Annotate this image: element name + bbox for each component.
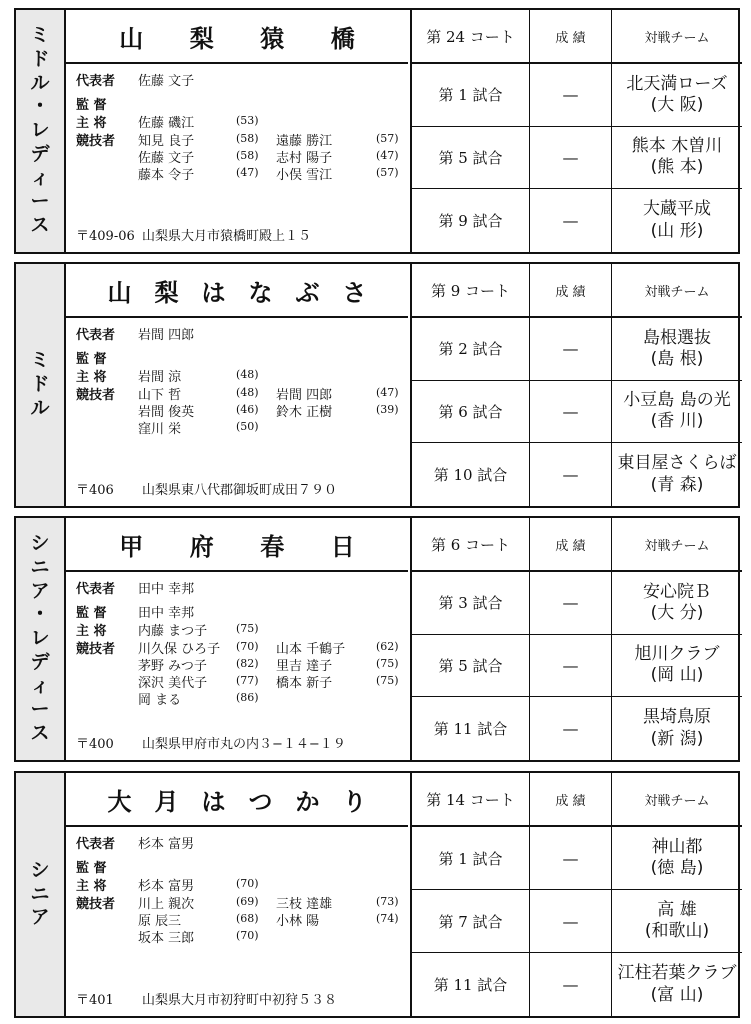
player-age: (57) xyxy=(376,132,399,145)
match-row xyxy=(412,890,742,953)
team-info-panel xyxy=(66,264,408,506)
team-name-char: 梨 xyxy=(154,277,179,307)
player-age: (75) xyxy=(376,657,399,670)
match-row xyxy=(412,318,742,381)
team-name-char: 大 xyxy=(107,786,132,816)
postal-code: 〒400 xyxy=(76,737,114,752)
players-label: 競技者 xyxy=(76,642,116,657)
address-text: 山梨県大月市猿橋町殿上１５ xyxy=(142,229,312,244)
players-label: 競技者 xyxy=(76,388,116,403)
player-name: 三枝 達雄 xyxy=(276,897,333,912)
opponent xyxy=(612,697,742,760)
opponent-header: 対戦チーム xyxy=(644,538,710,554)
court-number: 第 24 コート xyxy=(412,10,530,62)
player-name: 原 辰三 xyxy=(138,914,182,929)
division-char: ミ xyxy=(30,349,50,372)
player-name: 鈴木 正樹 xyxy=(276,405,333,420)
player-age: (58) xyxy=(236,132,259,145)
captain-label: 主 将 xyxy=(76,624,107,639)
match-row xyxy=(412,127,742,190)
division-label xyxy=(16,518,66,760)
address xyxy=(76,479,337,498)
team-name-char: 橋 xyxy=(330,23,355,53)
opponent-team: 安心院Ｂ xyxy=(643,581,711,602)
team-name-char: 甲 xyxy=(119,531,144,561)
player-age: (82) xyxy=(236,657,259,670)
player-name: 藤本 令子 xyxy=(138,168,195,183)
player-name: 岡 まる xyxy=(138,693,182,708)
team-name-char: 月 xyxy=(154,786,179,816)
opponent-prefecture: (徳 島) xyxy=(650,858,704,878)
opponent-team: 小豆島 島の光 xyxy=(623,390,731,411)
opponent xyxy=(612,64,742,126)
player-age: (39) xyxy=(376,403,399,416)
team-entry-block xyxy=(14,8,740,254)
division-char: シ xyxy=(30,858,50,881)
opponent-prefecture: (大 分) xyxy=(650,602,704,623)
schedule-panel xyxy=(410,264,742,506)
player-age: (47) xyxy=(376,386,399,399)
players-label: 競技者 xyxy=(76,897,116,912)
result-header: 成 績 xyxy=(530,773,612,825)
player-name: 志村 陽子 xyxy=(276,151,333,166)
team-entry-block xyxy=(14,516,740,762)
division-char: ィ xyxy=(30,166,50,189)
player-age: (47) xyxy=(376,149,399,162)
player-age: (70) xyxy=(236,640,259,653)
coach-label: 監 督 xyxy=(76,606,107,621)
division-char: ・ xyxy=(30,95,50,118)
result-header: 成 績 xyxy=(530,518,612,570)
player-name: 茅野 みつ子 xyxy=(138,659,207,674)
player-name: 山本 千鶴子 xyxy=(276,642,346,657)
division-char: デ xyxy=(30,142,50,165)
division-char: ル xyxy=(30,396,50,419)
representative-label: 代表者 xyxy=(76,328,116,343)
division-char: ス xyxy=(30,722,50,745)
team-name-char: り xyxy=(342,786,367,816)
opponent xyxy=(612,189,742,252)
team-name xyxy=(66,10,408,64)
match-number: 第 10 試合 xyxy=(412,443,530,506)
player-age: (70) xyxy=(236,929,259,942)
match-number: 第 11 試合 xyxy=(412,953,530,1016)
division-char: ア xyxy=(30,906,50,929)
team-name-char: か xyxy=(295,786,320,816)
address xyxy=(76,733,346,752)
player-age: (75) xyxy=(376,674,399,687)
opponent-prefecture: (富 山) xyxy=(650,984,704,1005)
team-name xyxy=(66,264,408,318)
match-number: 第 1 試合 xyxy=(412,64,530,126)
match-result: — xyxy=(530,827,612,889)
match-result: — xyxy=(530,64,612,126)
captain-age: (48) xyxy=(236,368,259,381)
schedule-panel xyxy=(410,10,742,252)
address xyxy=(76,225,311,244)
opponent-header: 対戦チーム xyxy=(644,793,710,809)
division-char: ィ xyxy=(30,674,50,697)
captain-label: 主 将 xyxy=(76,879,107,894)
opponent-prefecture: (和歌山) xyxy=(644,921,710,941)
opponent-prefecture: (熊 本) xyxy=(650,157,704,178)
captain-label: 主 将 xyxy=(76,116,107,131)
match-row xyxy=(412,953,742,1016)
match-row xyxy=(412,827,742,890)
team-name-char: 春 xyxy=(260,531,285,561)
opponent-header: 対戦チーム xyxy=(644,30,710,46)
team-info-panel xyxy=(66,10,408,252)
match-result: — xyxy=(530,572,612,634)
team-name-char: 山 xyxy=(119,23,144,53)
schedule-header xyxy=(412,518,742,572)
player-age: (86) xyxy=(236,691,259,704)
opponent-prefecture: (青 森) xyxy=(650,474,704,495)
opponent xyxy=(612,572,742,634)
player-age: (50) xyxy=(236,420,259,433)
player-age: (57) xyxy=(376,166,399,179)
match-result: — xyxy=(530,381,612,443)
player-name: 深沢 美代子 xyxy=(138,676,208,691)
opponent xyxy=(612,635,742,697)
match-result: — xyxy=(530,189,612,252)
match-row xyxy=(412,635,742,698)
opponent-prefecture: (島 根) xyxy=(650,348,704,369)
team-name-char: 山 xyxy=(107,277,132,307)
team-name xyxy=(66,518,408,572)
opponent-team: 大蔵平成 xyxy=(643,199,711,220)
schedule-header xyxy=(412,10,742,64)
match-row xyxy=(412,697,742,760)
player-name: 川久保 ひろ子 xyxy=(138,642,221,657)
player-name: 小俣 雪江 xyxy=(276,168,333,183)
player-age: (58) xyxy=(236,149,259,162)
match-number: 第 6 試合 xyxy=(412,381,530,443)
match-result: — xyxy=(530,127,612,189)
division-char: デ xyxy=(30,650,50,673)
opponent xyxy=(612,890,742,952)
match-result: — xyxy=(530,697,612,760)
player-name: 遠藤 勝江 xyxy=(276,134,333,149)
player-name: 里吉 達子 xyxy=(276,659,333,674)
opponent xyxy=(612,127,742,189)
team-info-panel xyxy=(66,518,408,760)
representative-label: 代表者 xyxy=(76,74,116,89)
division-label xyxy=(16,10,66,252)
division-char: レ xyxy=(30,119,50,142)
player-name: 小林 陽 xyxy=(276,914,320,929)
player-age: (69) xyxy=(236,895,259,908)
representative-name: 杉本 富男 xyxy=(138,837,195,852)
coach-label: 監 督 xyxy=(76,98,107,113)
team-entry-block xyxy=(14,262,740,508)
player-age: (47) xyxy=(236,166,259,179)
opponent-prefecture: (岡 山) xyxy=(650,665,704,686)
player-name: 橋本 新子 xyxy=(276,676,333,691)
representative-label: 代表者 xyxy=(76,582,116,597)
court-number: 第 14 コート xyxy=(412,773,530,825)
division-char: ア xyxy=(30,579,50,602)
court-number: 第 6 コート xyxy=(412,518,530,570)
division-char: ス xyxy=(30,214,50,237)
match-result: — xyxy=(530,318,612,380)
match-number: 第 5 試合 xyxy=(412,127,530,189)
team-info-panel xyxy=(66,773,408,1016)
opponent xyxy=(612,953,742,1016)
opponent-team: 熊本 木曽川 xyxy=(631,136,723,157)
team-name-char: ぶ xyxy=(295,277,320,307)
coach-name: 田中 幸邦 xyxy=(138,606,195,621)
representative-label: 代表者 xyxy=(76,837,116,852)
match-number: 第 1 試合 xyxy=(412,827,530,889)
opponent xyxy=(612,318,742,380)
division-char: シ xyxy=(30,532,50,555)
captain-name: 杉本 富男 xyxy=(138,879,195,894)
match-number: 第 2 試合 xyxy=(412,318,530,380)
team-name-char: な xyxy=(248,277,273,307)
player-age: (77) xyxy=(236,674,259,687)
player-name: 岩間 四郎 xyxy=(276,388,333,403)
division-char: ー xyxy=(30,698,50,721)
representative-name: 田中 幸邦 xyxy=(138,582,195,597)
player-name: 佐藤 文子 xyxy=(138,151,195,166)
match-result: — xyxy=(530,443,612,506)
opponent-prefecture: (山 形) xyxy=(650,220,704,241)
opponent xyxy=(612,827,742,889)
match-row xyxy=(412,381,742,444)
captain-name: 内藤 まつ子 xyxy=(138,624,208,639)
division-char: ル xyxy=(30,71,50,94)
opponent-team: 高 雄 xyxy=(657,899,697,920)
team-name-char: さ xyxy=(342,277,367,307)
coach-label: 監 督 xyxy=(76,861,107,876)
match-result: — xyxy=(530,635,612,697)
opponent-prefecture: (新 潟) xyxy=(650,728,704,749)
opponent-header: 対戦チーム xyxy=(644,284,710,300)
division-char: ・ xyxy=(30,603,50,626)
player-age: (68) xyxy=(236,912,259,925)
captain-name: 佐藤 磯江 xyxy=(138,116,195,131)
captain-name: 岩間 涼 xyxy=(138,370,182,385)
postal-code: 〒409-06 xyxy=(76,229,135,244)
opponent-team: 神山都 xyxy=(651,836,703,857)
team-name-char: 日 xyxy=(330,531,355,561)
team-name xyxy=(66,773,408,827)
player-age: (62) xyxy=(376,640,399,653)
schedule-panel xyxy=(410,518,742,760)
match-result: — xyxy=(530,890,612,952)
opponent-team: 東目屋さくらば xyxy=(617,453,737,474)
player-age: (48) xyxy=(236,386,259,399)
postal-code: 〒401 xyxy=(76,993,114,1008)
division-char: ド xyxy=(30,47,50,70)
opponent-prefecture: (香 川) xyxy=(650,411,704,432)
captain-age: (75) xyxy=(236,622,259,635)
court-number: 第 9 コート xyxy=(412,264,530,316)
division-char: ミ xyxy=(30,24,50,47)
team-name-char: は xyxy=(201,786,226,816)
opponent xyxy=(612,443,742,506)
player-age: (46) xyxy=(236,403,259,416)
captain-label: 主 将 xyxy=(76,370,107,385)
team-name-char: 梨 xyxy=(189,23,214,53)
address-text: 山梨県甲府市丸の内３−１４−１９ xyxy=(142,737,346,752)
player-name: 知見 良子 xyxy=(138,134,195,149)
player-age: (73) xyxy=(376,895,399,908)
result-header: 成 績 xyxy=(530,264,612,316)
players-label: 競技者 xyxy=(76,134,116,149)
opponent-team: 黒埼鳥原 xyxy=(643,707,711,728)
match-number: 第 7 試合 xyxy=(412,890,530,952)
address-text: 山梨県東八代郡御坂町成田７９０ xyxy=(142,483,338,498)
match-number: 第 9 試合 xyxy=(412,189,530,252)
division-char: ニ xyxy=(30,882,50,905)
match-row xyxy=(412,64,742,127)
division-char: ー xyxy=(30,190,50,213)
result-header: 成 績 xyxy=(530,10,612,62)
match-row xyxy=(412,443,742,506)
match-number: 第 11 試合 xyxy=(412,697,530,760)
player-name: 岩間 俊英 xyxy=(138,405,195,420)
division-char: ド xyxy=(30,373,50,396)
captain-age: (53) xyxy=(236,114,259,127)
opponent-team: 江柱若葉クラブ xyxy=(617,963,737,984)
division-label xyxy=(16,264,66,506)
schedule-header xyxy=(412,264,742,318)
player-name: 坂本 三郎 xyxy=(138,931,195,946)
team-entry-block xyxy=(14,771,740,1018)
opponent-team: 旭川クラブ xyxy=(634,644,720,665)
team-name-char: 猿 xyxy=(260,23,285,53)
team-name-char: つ xyxy=(248,786,273,816)
match-number: 第 5 試合 xyxy=(412,635,530,697)
player-age: (74) xyxy=(376,912,399,925)
division-char: ニ xyxy=(30,555,50,578)
match-row xyxy=(412,189,742,252)
captain-age: (70) xyxy=(236,877,259,890)
schedule-panel xyxy=(410,773,742,1016)
representative-name: 岩間 四郎 xyxy=(138,328,195,343)
match-number: 第 3 試合 xyxy=(412,572,530,634)
player-name: 窪川 栄 xyxy=(138,422,182,437)
match-result: — xyxy=(530,953,612,1016)
representative-name: 佐藤 文子 xyxy=(138,74,195,89)
division-char: レ xyxy=(30,627,50,650)
division-label xyxy=(16,773,66,1016)
postal-code: 〒406 xyxy=(76,483,114,498)
schedule-header xyxy=(412,773,742,827)
coach-label: 監 督 xyxy=(76,352,107,367)
opponent xyxy=(612,381,742,443)
opponent-team: 島根選抜 xyxy=(643,327,711,348)
match-row xyxy=(412,572,742,635)
address xyxy=(76,989,337,1008)
opponent-team: 北天満ローズ xyxy=(626,73,728,94)
player-name: 山下 哲 xyxy=(138,388,182,403)
opponent-prefecture: (大 阪) xyxy=(650,94,704,115)
team-name-char: 府 xyxy=(189,531,214,561)
team-name-char: は xyxy=(201,277,226,307)
player-name: 川上 親次 xyxy=(138,897,195,912)
address-text: 山梨県大月市初狩町中初狩５３８ xyxy=(142,993,338,1008)
